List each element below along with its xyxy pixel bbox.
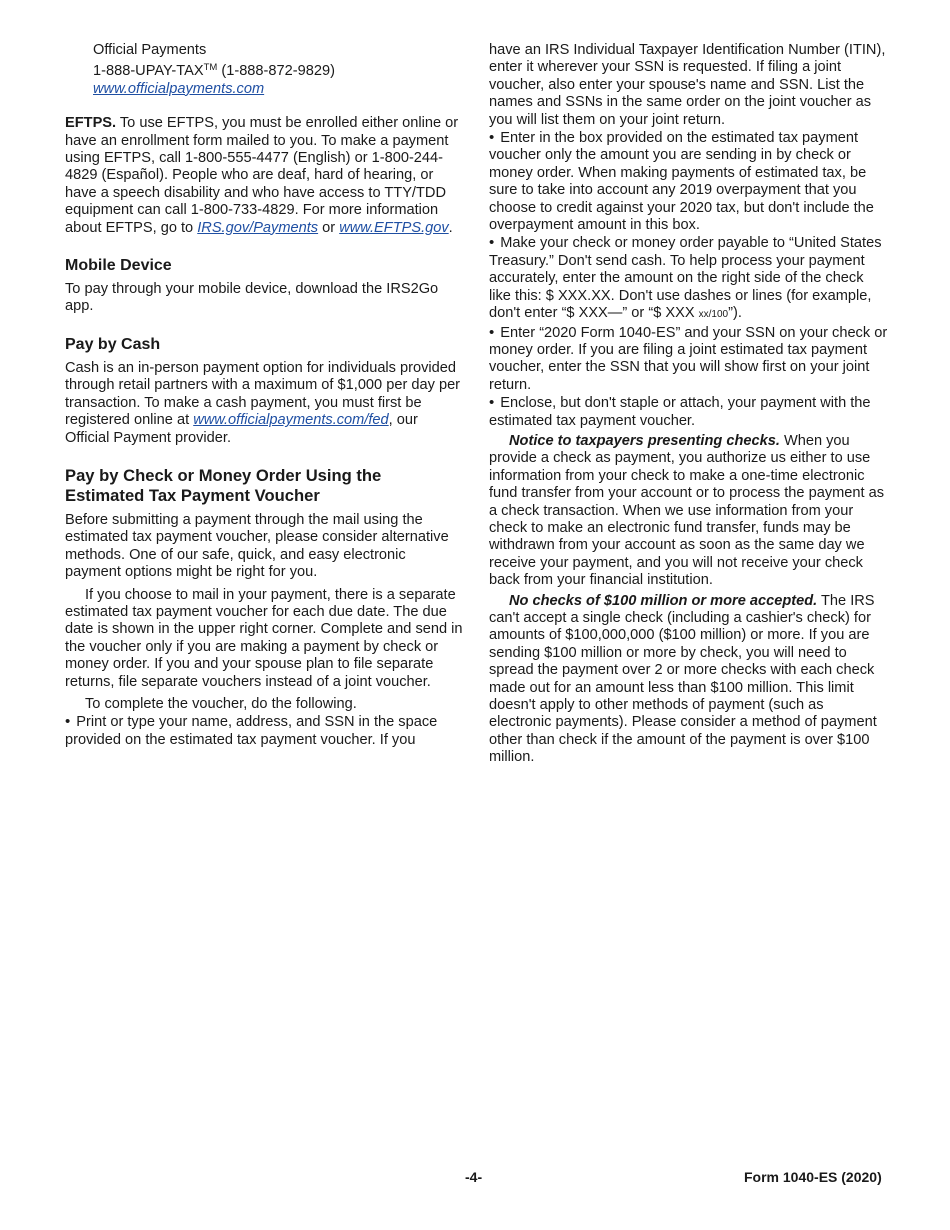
official-payments-phone: 1-888-UPAY-TAX™ (1-888-872-9829) xyxy=(93,62,335,80)
pay-by-cash-heading: Pay by Cash xyxy=(65,335,161,353)
eftps-paragraph: EFTPS. To use EFTPS, you must be enrolled either online or have an enrollment form mailed to you. To make a payment using EFTPS, call 1-800-555-4477 (English) or 1-800-244-4829 (Español). People who are deaf, hard of hearing, or have a speech disability and who have access to TTY/TDD equipment can call 1-800-733-4829. For more information about EFTPS, go to IRS.gov/Payments or www.EFTPS.gov. xyxy=(65,115,459,236)
bullet-print-name-continued: have an IRS Individual Taxpayer Identification Number (ITIN), enter it wherever your SSN is requested. If filing a joint voucher, also enter your spouse's name and SSN. List the names and SSNs in the same order on the joint voucher as you will list them on your joint return. xyxy=(489,42,886,128)
check-paragraph-2: If you choose to mail in your payment, there is a separate estimated tax payment voucher for each due date. The due date is shown in the upper right corner. Complete and send in the voucher only if you are making a payment by check or money order. If you and your spouse plan to file separate returns, file separate vouchers instead of a joint voucher. xyxy=(65,586,463,690)
no-checks-paragraph: No checks of $100 million or more accepted. The IRS can't accept a single check (including a cashier's check) for amounts of $100,000,000 ($100 million) or more. If you are sending $100 million or more by check, you will need to spread the payment over 2 or more checks with each check made out for an amount less than $100 million. This limit doesn't apply to other methods of payment (such as electronic payments). Please consider a method of payment other than check if the amount of the payment is over $100 million. xyxy=(489,592,877,766)
official-payments-name: Official Payments xyxy=(93,42,207,58)
eftps-link[interactable]: www.EFTPS.gov xyxy=(339,219,449,236)
check-paragraph-3: To complete the voucher, do the following. xyxy=(85,695,357,712)
official-payments-block xyxy=(65,42,465,98)
bullet-print-name: • Print or type your name, address, and SSN in the space provided on the estimated tax payment voucher. If you xyxy=(65,713,465,749)
bullet-enter-amount: • Enter in the box provided on the estimated tax payment voucher only the amount you are sending in by check or money order. When making payments of estimated tax, be sure to take into account any 2019 overpayment that you choose to credit against your 2020 tax, but don't include the overpayment amount in this box. xyxy=(489,129,889,234)
mobile-device-heading: Mobile Device xyxy=(65,257,172,275)
pay-by-cash-text: Cash is an in-person payment option for individuals provided through retail partners with a maximum of $1,000 per day per transaction. To make a cash payment, you must first be registered online at www.officialpayments.com/fed, our Official Payment provider. xyxy=(65,359,461,446)
left-column xyxy=(65,42,465,749)
check-heading: Pay by Check or Money Order Using the Estimated Tax Payment Voucher xyxy=(65,465,382,505)
check-paragraph-1: Before submitting a payment through the mail using the estimated tax payment voucher, please consider alternative methods. One of our safe, quick, and easy electronic payment options might be right for you. xyxy=(65,511,449,581)
official-payments-link[interactable]: www.officialpayments.com xyxy=(93,80,265,97)
notice-paragraph: Notice to taxpayers presenting checks. When you provide a check as payment, you authorize us either to use information from your check to make a one-time electronic fund transfer from your account or to process the payment as a check transaction. When we use information from your check to make an electronic fund transfer, funds may be withdrawn from your account as soon as the same day we receive your payment, and you will not receive your check back from your financial institution. xyxy=(489,432,885,589)
irs-payments-link[interactable]: IRS.gov/Payments xyxy=(197,219,319,236)
form-name: Form 1040-ES (2020) xyxy=(744,1169,882,1185)
right-column xyxy=(489,42,889,767)
bullet-payable-to: • Make your check or money order payable to “United States Treasury.” Don't send cash. To help process your payment accurately, enter the amount on the right side of the check like this: $ XXX.XX. Don't use dashes or lines (for example, don't enter “$ XXX—” or “$ XXX xx/100”). xyxy=(489,234,889,323)
bullet-enclose: • Enclose, but don't staple or attach, your payment with the estimated tax payment voucher. xyxy=(489,394,889,430)
bullet-enter-form: • Enter “2020 Form 1040-ES” and your SSN on your check or money order. If you are filing a joint estimated tax payment voucher, enter the SSN that you will show first on your joint return. xyxy=(489,324,889,395)
mobile-device-text: To pay through your mobile device, download the IRS2Go app. xyxy=(65,281,439,315)
page-number: -4- xyxy=(465,1169,483,1185)
official-payments-fed-link[interactable]: www.officialpayments.com/fed xyxy=(193,412,389,429)
